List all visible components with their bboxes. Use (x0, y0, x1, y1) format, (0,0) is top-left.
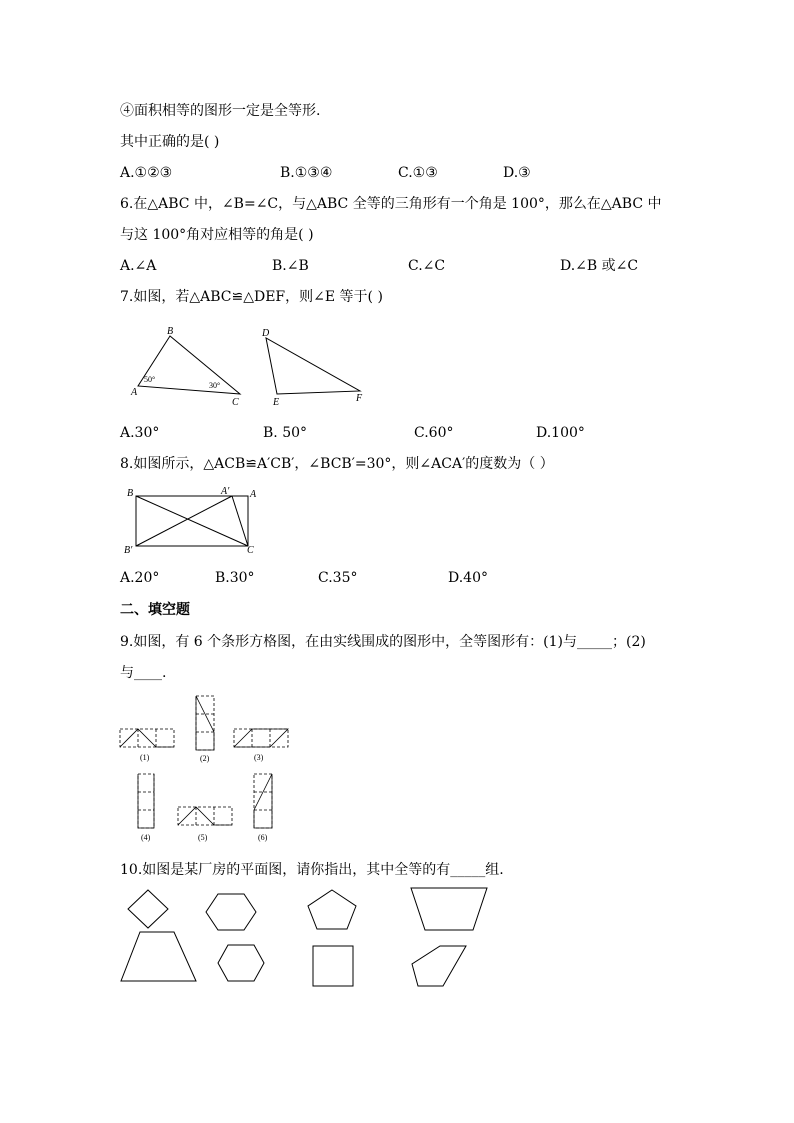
q8-figure (120, 484, 270, 560)
q5-option-c: C.①③ (398, 165, 438, 181)
pentagon-large (308, 890, 356, 929)
q6-option-a: A.∠A (120, 258, 157, 274)
strip-3-label: (3) (254, 753, 264, 762)
segment-b-c (136, 496, 248, 546)
hexagon-small (218, 945, 264, 981)
angle-a-label: 50° (144, 375, 156, 384)
q10-question: 10.如图是某厂房的平面图，请你指出，其中全等的有_____组. (120, 862, 504, 878)
q6-line1: 6.在△ABC 中，∠B=∠C，与△ABC 全等的三角形有一个角是 100°，那么在△ABC 中 (120, 196, 662, 212)
strip-2-label: (2) (200, 754, 210, 763)
q9-figure (118, 694, 298, 846)
q5-option-b: B.①③④ (280, 165, 333, 181)
strip-3 (234, 729, 288, 747)
q6-option-c: C.∠C (408, 258, 446, 274)
angle-c-label: 30° (209, 381, 221, 390)
strip-6 (254, 774, 272, 828)
label-e: E (273, 397, 280, 408)
hexagon-large (206, 894, 256, 930)
segment-bprime-aprime (136, 496, 232, 546)
square (313, 946, 353, 986)
q7-option-c: C.60° (414, 425, 454, 441)
label-c: C (232, 397, 239, 408)
trapezoid-inverted (411, 888, 487, 930)
q5-option-a: A.①②③ (120, 165, 173, 181)
q8-option-d: D.40° (448, 570, 488, 586)
q7-option-d: D.100° (536, 425, 585, 441)
q9-line1: 9.如图，有 6 个条形方格图，在由实线围成的图形中，全等图形有：(1)与_____；(2) (120, 634, 646, 650)
label-f: F (356, 393, 363, 404)
strip-6-label: (6) (258, 833, 268, 842)
q8-option-b: B.30° (215, 570, 255, 586)
q9-line2: 与____. (120, 665, 167, 681)
triangle-abc (138, 336, 240, 394)
q7-option-b: B. 50° (263, 425, 308, 441)
q5-option-d: D.③ (503, 165, 531, 181)
label-a: A (250, 489, 257, 500)
pentagon-small (412, 946, 466, 986)
q6-option-d: D.∠B 或∠C (560, 258, 639, 274)
strip-4 (138, 774, 154, 828)
section-title: 二、填空题 (120, 602, 190, 618)
q5-question: 其中正确的是( ) (120, 134, 220, 150)
q8-question: 8.如图所示，△ACB≌A′CB′，∠BCB′=30°，则∠ACA′的度数为（ ） (120, 456, 554, 472)
q8-option-a: A.20° (120, 570, 160, 586)
q7-option-a: A.30° (120, 425, 160, 441)
label-a: A (131, 387, 138, 398)
q8-option-c: C.35° (318, 570, 358, 586)
strip-5 (178, 807, 232, 825)
strip-2 (196, 696, 214, 750)
strip-1 (120, 729, 174, 747)
q7-figure (128, 324, 378, 414)
strip-5-label: (5) (198, 833, 208, 842)
label-a-prime: A′ (221, 486, 230, 497)
diamond-shape (128, 890, 168, 928)
label-b-prime: B′ (124, 545, 133, 556)
label-d: D (262, 328, 270, 339)
strip-1-label: (1) (140, 753, 150, 762)
q7-question: 7.如图，若△ABC≌△DEF，则∠E 等于( ) (120, 289, 383, 305)
strip-4-label: (4) (141, 833, 151, 842)
q6-line2: 与这 100°角对应相等的角是( ) (120, 227, 314, 243)
q6-option-b: B.∠B (272, 258, 309, 274)
trapezoid-upright (121, 932, 196, 981)
q10-figure (118, 884, 498, 990)
triangle-def (266, 338, 360, 394)
label-b: B (127, 488, 134, 499)
segment-aprime-c (232, 496, 248, 546)
label-c: C (247, 545, 254, 556)
statement-4: ④面积相等的图形一定是全等形. (120, 103, 321, 119)
label-b: B (167, 326, 174, 337)
